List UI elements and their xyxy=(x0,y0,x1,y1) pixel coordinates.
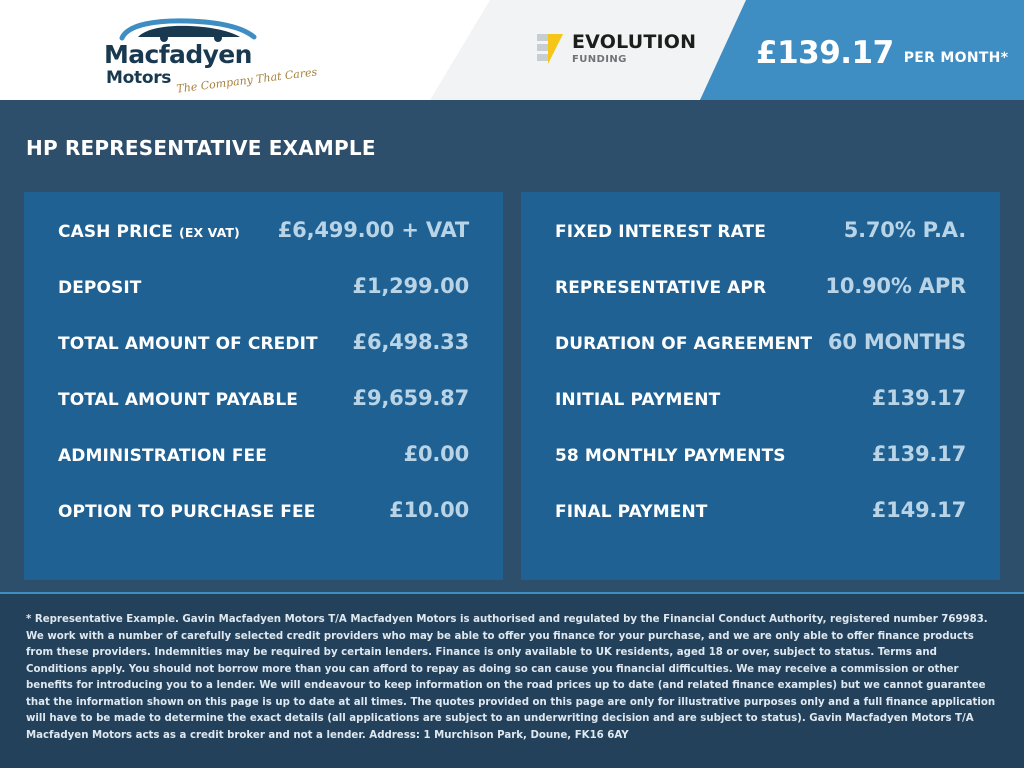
row-label-text: TOTAL AMOUNT OF CREDIT xyxy=(58,334,318,354)
row-value: £149.17 xyxy=(871,498,966,522)
funder-logo-title: EVOLUTION xyxy=(572,31,697,53)
dealer-logo-tagline: The Company That Cares xyxy=(175,65,318,96)
monthly-price-unit: PER MONTH* xyxy=(903,50,1009,66)
table-row xyxy=(555,274,966,330)
dealer-logo-sub: Motors xyxy=(106,68,172,88)
row-label-text: ADMINISTRATION FEE xyxy=(58,446,267,466)
monthly-price-amount: £139.17 xyxy=(756,35,894,71)
table-row xyxy=(58,386,469,442)
row-value: £9,659.87 xyxy=(352,386,469,410)
row-label xyxy=(58,390,298,410)
row-label-text: REPRESENTATIVE APR xyxy=(555,278,767,298)
table-row xyxy=(58,274,469,330)
row-label-text: DEPOSIT xyxy=(58,278,142,298)
row-label-text: CASH PRICE xyxy=(58,222,173,242)
table-row xyxy=(58,442,469,498)
row-label-text: INITIAL PAYMENT xyxy=(555,390,721,410)
table-row xyxy=(555,386,966,442)
row-label xyxy=(555,278,766,298)
row-label xyxy=(58,222,240,242)
row-value: £139.17 xyxy=(871,442,966,466)
dealer-logo[interactable] xyxy=(104,18,344,96)
row-label-text: FINAL PAYMENT xyxy=(555,502,708,522)
row-label xyxy=(58,446,267,466)
row-value: £6,498.33 xyxy=(352,330,469,354)
finance-table-left xyxy=(24,192,503,580)
main-content xyxy=(0,100,1024,592)
row-value: £1,299.00 xyxy=(352,274,469,298)
row-value: 60 MONTHS xyxy=(827,330,966,354)
row-value: £139.17 xyxy=(871,386,966,410)
row-label xyxy=(555,502,707,522)
dealer-logo-name: Macfadyen xyxy=(104,40,252,69)
row-label-text: DURATION OF AGREEMENT xyxy=(555,334,813,354)
row-label-text: OPTION TO PURCHASE FEE xyxy=(58,502,316,522)
row-value: £6,499.00 + VAT xyxy=(277,218,469,242)
monthly-price xyxy=(756,35,1009,71)
row-label xyxy=(555,446,786,466)
row-label-text: TOTAL AMOUNT PAYABLE xyxy=(58,390,298,410)
row-label-note: (EX VAT) xyxy=(179,225,240,240)
row-label-text: FIXED INTEREST RATE xyxy=(555,222,766,242)
page-footer xyxy=(0,592,1024,768)
table-row xyxy=(555,218,966,274)
finance-tables xyxy=(24,192,1000,580)
row-label xyxy=(555,390,720,410)
row-value: £0.00 xyxy=(403,442,469,466)
finance-table-right xyxy=(521,192,1000,580)
row-value: £10.00 xyxy=(389,498,469,522)
row-label xyxy=(58,334,318,354)
table-row xyxy=(58,330,469,386)
table-row xyxy=(555,442,966,498)
row-label xyxy=(555,222,766,242)
table-row xyxy=(555,498,966,554)
page-title: HP REPRESENTATIVE EXAMPLE xyxy=(26,136,376,160)
table-row xyxy=(58,498,469,554)
row-value: 5.70% P.A. xyxy=(843,218,966,242)
row-label xyxy=(58,502,315,522)
row-label xyxy=(58,278,142,298)
row-value: 10.90% APR xyxy=(825,274,966,298)
row-label-text: 58 MONTHLY PAYMENTS xyxy=(555,446,786,466)
funder-logo-sub: FUNDING xyxy=(572,54,627,65)
row-label xyxy=(555,334,812,354)
evolution-mark-icon xyxy=(537,34,563,64)
funder-logo[interactable] xyxy=(537,33,696,65)
table-row xyxy=(58,218,469,274)
disclaimer-text: * Representative Example. Gavin Macfadyen Motors T/A Macfadyen Motors is authorised and regulated by the Financial Conduct Authority, registered number 769983. We work with a number of carefully selected credit providers who may be able to offer you finance for your purchase, and we are only able to offer finance products from these providers. Indemnities may be required by certain lenders. Finance is only available to UK residents, aged 18 or over, subject to status. Terms and Conditions apply. You should not borrow more than you can afford to repay as doing so can cause you financial difficulties. We may receive a commission or other benefits for introducing you to a lender. We will endeavour to keep information on the road prices up to date (and related finance examples) but we cannot guarantee that the information shown on this page is up to date at all times. The quotes provided on this page are only for illustrative purposes only and a full finance application will have to be made to determine the exact details (all applications are subject to an underwriting decision and are subject to status). Gavin Macfadyen Motors T/A Macfadyen Motors acts as a credit broker and not a lender. Address: 1 Murchison Park, Doune, FK16 6AY xyxy=(26,614,996,741)
table-row xyxy=(555,330,966,386)
page-header xyxy=(0,0,1024,100)
